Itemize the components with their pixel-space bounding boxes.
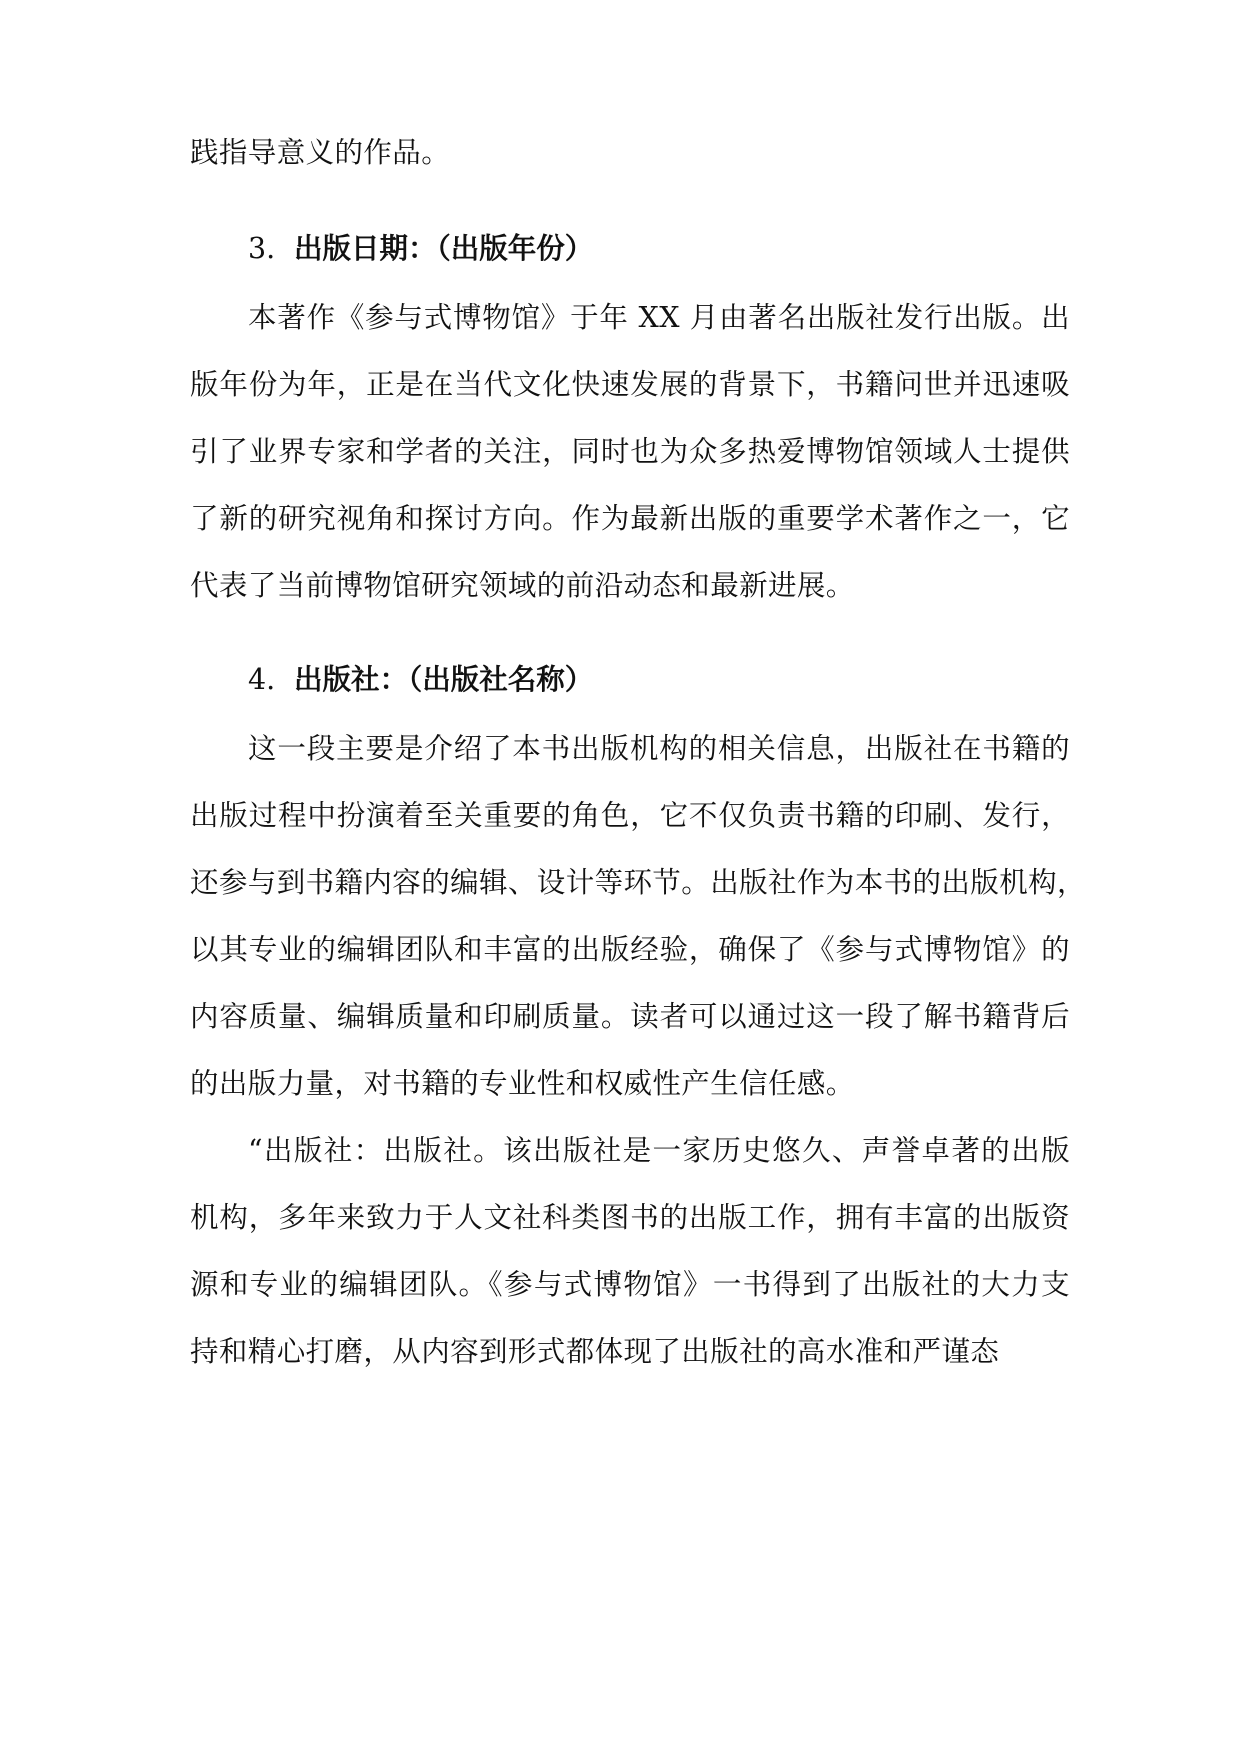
paragraph-line: 本著作《参与式博物馆》于年 XX 月由著名出版社发行出版。出 bbox=[248, 301, 1070, 334]
paragraph-line: 内容质量、编辑质量和印刷质量。读者可以通过这一段了解书籍背后 bbox=[190, 1000, 1070, 1033]
paragraph-line: 持和精心打磨，从内容到形式都体现了出版社的高水准和严谨态 bbox=[190, 1335, 1000, 1368]
heading-number: 4. bbox=[248, 663, 276, 696]
paragraph-line: “出版社：出版社。该出版社是一家历史悠久、声誉卓著的出版 bbox=[248, 1134, 1070, 1167]
paragraph-line: 还参与到书籍内容的编辑、设计等环节。出版社作为本书的出版机构， bbox=[190, 866, 1086, 899]
paragraph-line: 了新的研究视角和探讨方向。作为最新出版的重要学术著作之一，它 bbox=[190, 502, 1070, 535]
paragraph-line: 践指导意义的作品。 bbox=[190, 136, 451, 169]
paragraph-line: 以其专业的编辑团队和丰富的出版经验，确保了《参与式博物馆》的 bbox=[190, 933, 1070, 966]
paragraph-line: 引了业界专家和学者的关注，同时也为众多热爱博物馆领域人士提供 bbox=[190, 435, 1070, 468]
paragraph-line: 源和专业的编辑团队。《参与式博物馆》一书得到了出版社的大力支 bbox=[190, 1268, 1070, 1301]
paragraph-line: 的出版力量，对书籍的专业性和权威性产生信任感。 bbox=[190, 1067, 855, 1100]
paragraph-line: 出版过程中扮演着至关重要的角色，它不仅负责书籍的印刷、发行， bbox=[190, 799, 1070, 832]
heading-title: 出版社：（出版社名称） bbox=[294, 663, 594, 696]
paragraph-line: 这一段主要是介绍了本书出版机构的相关信息，出版社在书籍的 bbox=[248, 732, 1070, 765]
section-heading-4 bbox=[248, 655, 593, 705]
paragraph-line: 机构，多年来致力于人文社科类图书的出版工作，拥有丰富的出版资 bbox=[190, 1201, 1070, 1234]
section-heading-3 bbox=[248, 224, 593, 274]
paragraph-line: 代表了当前博物馆研究领域的前沿动态和最新进展。 bbox=[190, 569, 855, 602]
paragraph-line: 版年份为年，正是在当代文化快速发展的背景下，书籍问世并迅速吸 bbox=[190, 368, 1070, 401]
heading-title: 出版日期：（出版年份） bbox=[294, 232, 594, 265]
heading-number: 3. bbox=[248, 232, 276, 265]
